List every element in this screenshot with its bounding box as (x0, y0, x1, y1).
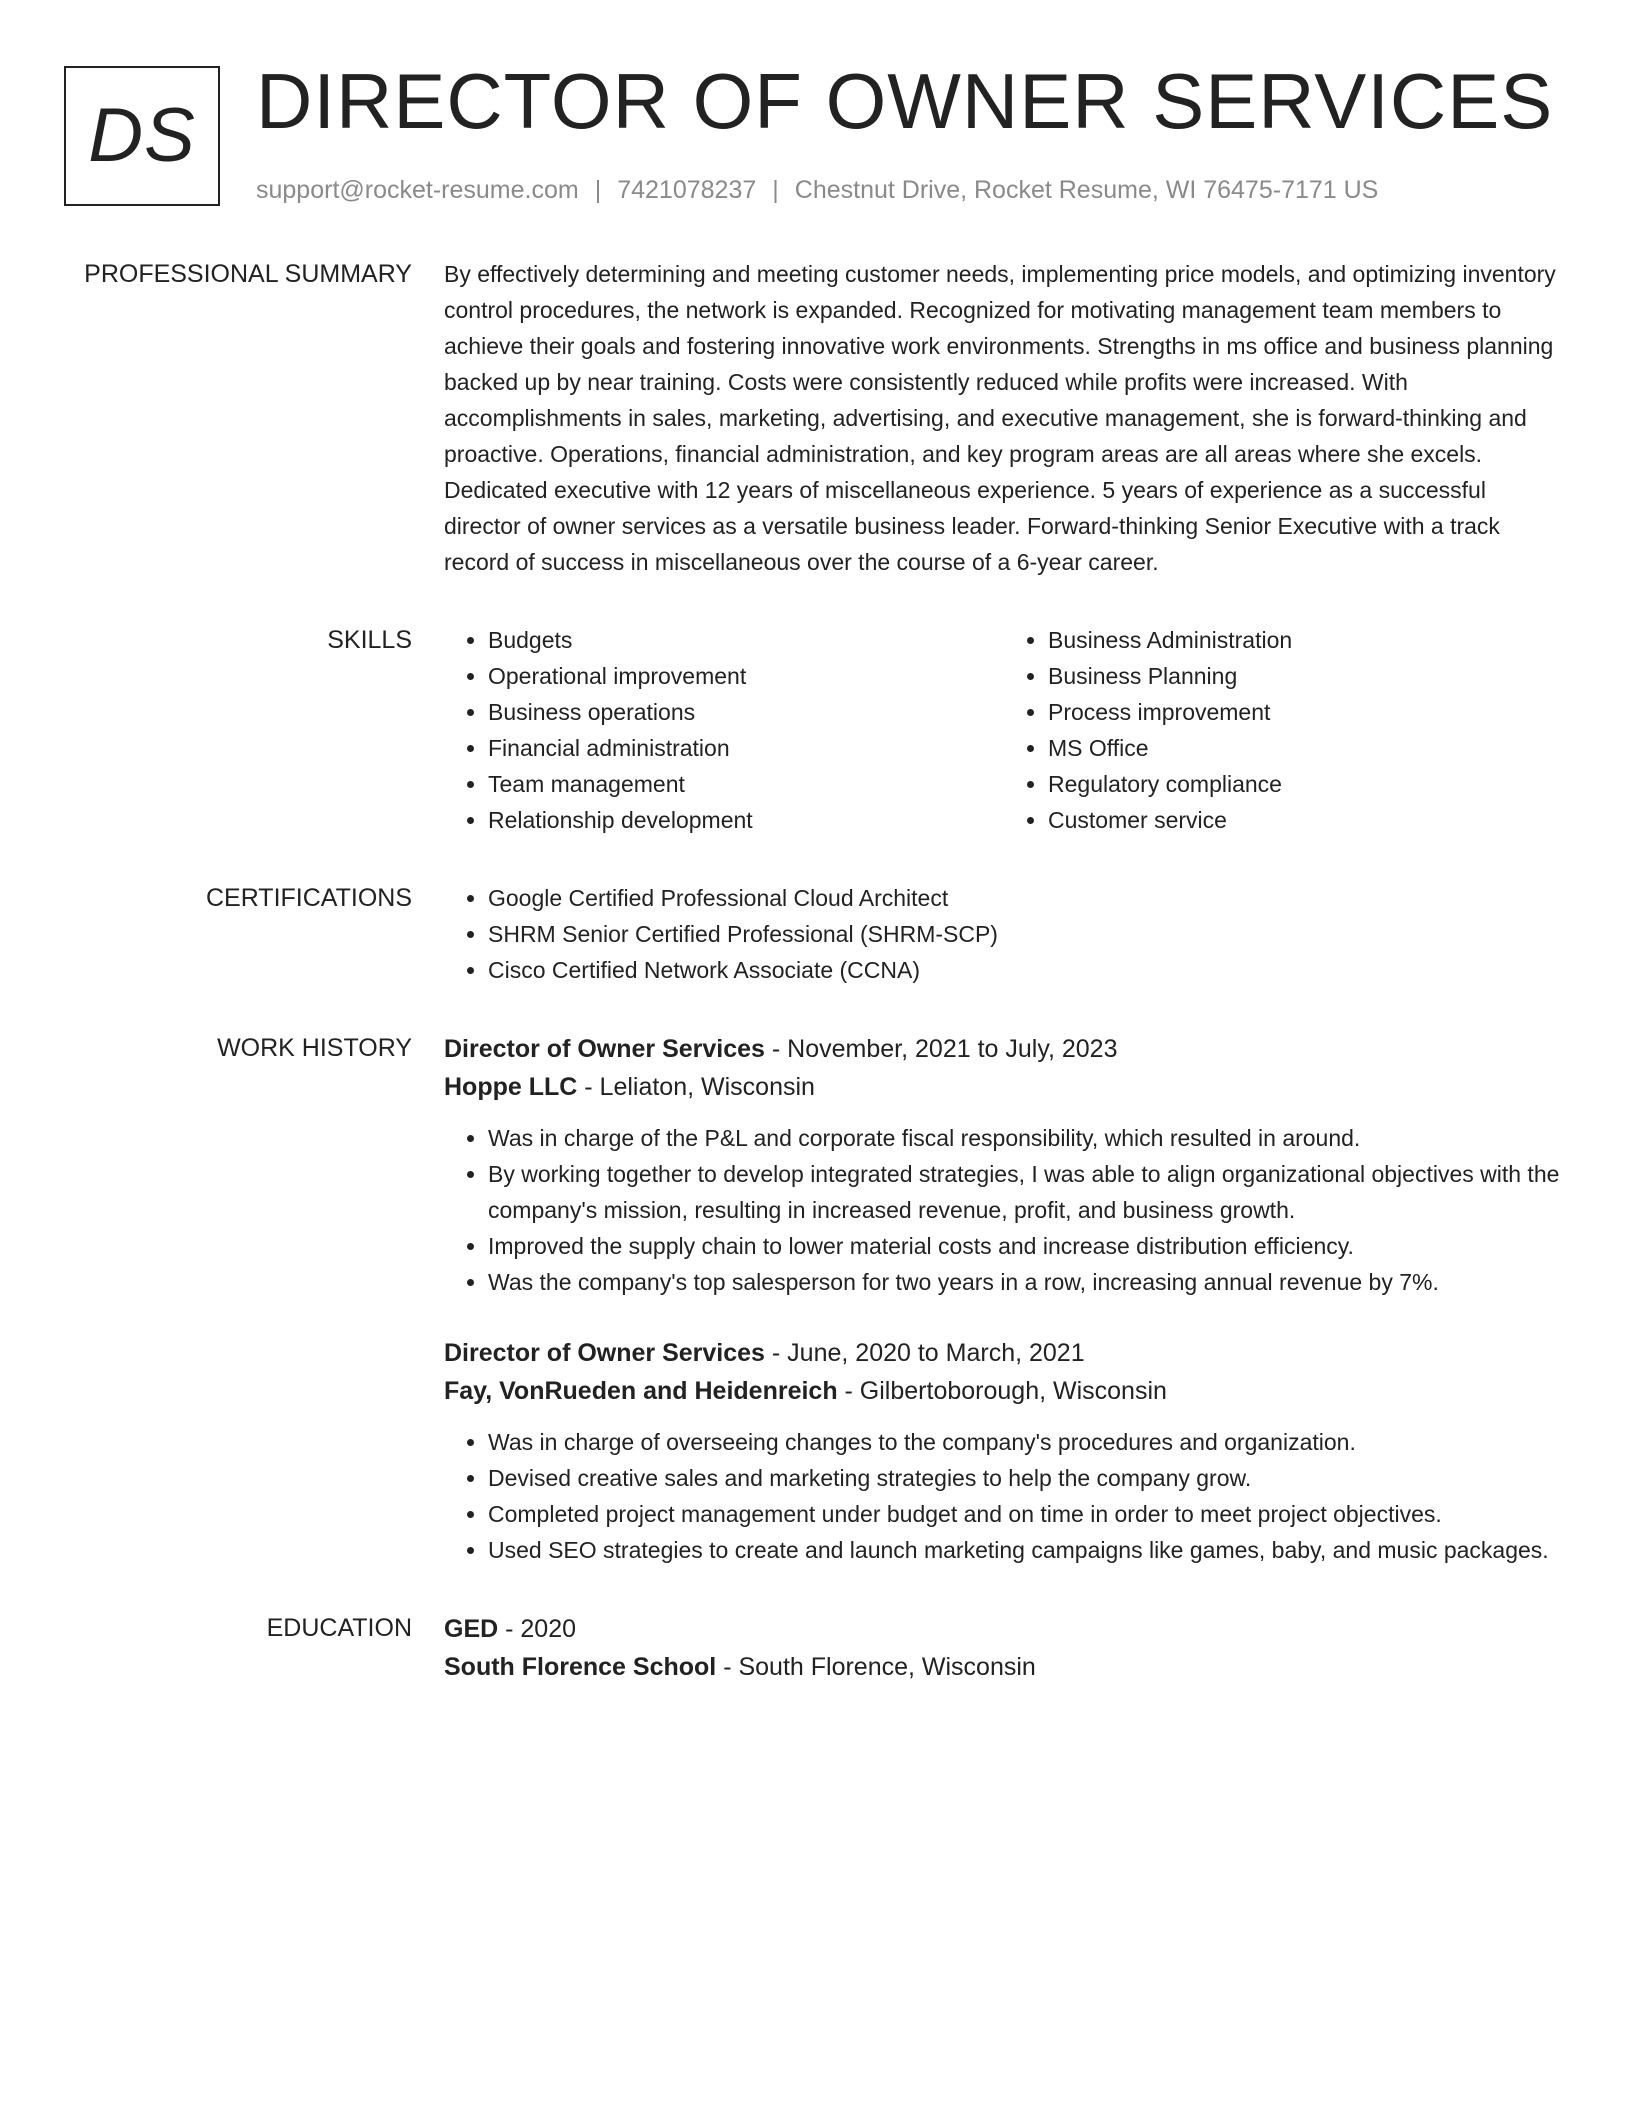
education-year: - 2020 (498, 1615, 577, 1643)
job-company: Fay, VonRueden and Heidenreich (444, 1377, 838, 1405)
skill-item: • Operational improvement (488, 658, 1004, 694)
certification-item: • Google Certified Professional Cloud Architect (488, 880, 1564, 916)
skills-list-right (1004, 622, 1564, 838)
summary-section (0, 256, 1632, 580)
job-title-line (444, 1030, 1564, 1068)
certification-item: • Cisco Certified Network Associate (CCNA) (488, 952, 1564, 988)
education-heading: EDUCATION (266, 1614, 412, 1642)
certifications-body (444, 880, 1564, 988)
education-degree: GED (444, 1615, 499, 1643)
work-history-section (0, 1030, 1632, 1568)
job-bullet: • Completed project management under budget and on time in order to meet project objectives. (488, 1496, 1564, 1532)
monogram-box (64, 66, 220, 206)
skill-item: • Budgets (488, 622, 1004, 658)
certification-item: • SHRM Senior Certified Professional (SHRM-SCP) (488, 916, 1564, 952)
job-bullets (444, 1424, 1564, 1568)
skill-item: • Process improvement (1048, 694, 1564, 730)
job-company-line (444, 1068, 1564, 1106)
contact-email: support@rocket-resume.com (256, 176, 579, 204)
job-entry (444, 1334, 1564, 1568)
job-company-line (444, 1372, 1564, 1410)
skill-item: • Customer service (1048, 802, 1564, 838)
work-history-body (444, 1030, 1564, 1568)
job-company: Hoppe LLC (444, 1073, 578, 1101)
education-school: South Florence School (444, 1653, 717, 1681)
education-body (444, 1610, 1564, 1686)
skill-item: • MS Office (1048, 730, 1564, 766)
skill-item: • Business operations (488, 694, 1004, 730)
skill-item: • Relationship development (488, 802, 1004, 838)
skill-item: • Team management (488, 766, 1004, 802)
job-entry (444, 1030, 1564, 1300)
monogram-initials: DS (88, 93, 196, 178)
job-location: - Gilbertoborough, Wisconsin (837, 1377, 1167, 1405)
job-bullet: • Was in charge of overseeing changes to the company's procedures and organization. (488, 1424, 1564, 1460)
skills-heading: SKILLS (327, 626, 412, 654)
job-bullet: • Was in charge of the P&L and corporate fiscal responsibility, which resulted in around. (488, 1120, 1564, 1156)
skills-body (444, 622, 1564, 838)
contact-address: Chestnut Drive, Rocket Resume, WI 76475-7171 US (794, 176, 1379, 204)
job-role: Director of Owner Services (444, 1035, 765, 1063)
education-location: - South Florence, Wisconsin (716, 1653, 1036, 1681)
skill-item: • Business Administration (1048, 622, 1564, 658)
resume-title: DIRECTOR OF OWNER SERVICES (256, 57, 1554, 145)
work-history-heading: WORK HISTORY (217, 1034, 412, 1062)
certifications-heading: CERTIFICATIONS (205, 884, 412, 912)
job-bullet: • Used SEO strategies to create and launch marketing campaigns like games, baby, and music packages. (488, 1532, 1564, 1568)
summary-heading: PROFESSIONAL SUMMARY (84, 260, 412, 288)
contact-separator: | (594, 176, 602, 204)
summary-text: By effectively determining and meeting customer needs, implementing price models, and optimizing inventory control procedures, the network is expanded. Recognized for motivating management team members to achieve their goals and fostering innovative work environments. Strengths in ms office and business planning backed up by near training. Costs were consistently reduced while profits were increased. With accomplishments in sales, marketing, advertising, and executive management, she is forward-thinking and proactive. Operations, financial administration, and key program areas are all areas where she excels. Dedicated executive with 12 years of miscellaneous experience. 5 years of experience as a successful director of owner services as a versatile business leader. Forward-thinking Senior Executive with a track record of success in miscellaneous over the course of a 6-year career. (444, 261, 1556, 575)
job-bullets (444, 1120, 1564, 1300)
job-bullet: • By working together to develop integrated strategies, I was able to align organizational objectives with the company's mission, resulting in increased revenue, profit, and business growth. (488, 1156, 1564, 1228)
job-role: Director of Owner Services (444, 1339, 765, 1367)
job-bullet: • Devised creative sales and marketing strategies to help the company grow. (488, 1460, 1564, 1496)
certifications-section (0, 880, 1632, 988)
certifications-list (444, 880, 1564, 988)
summary-body (444, 256, 1564, 580)
education-school-line (444, 1648, 1564, 1686)
education-degree-line (444, 1610, 1564, 1648)
job-bullet: • Was the company's top salesperson for two years in a row, increasing annual revenue by 7%. (488, 1264, 1564, 1300)
job-title-line (444, 1334, 1564, 1372)
skill-item: • Business Planning (1048, 658, 1564, 694)
skill-item: • Financial administration (488, 730, 1004, 766)
contact-line (256, 172, 1378, 208)
job-dates: - November, 2021 to July, 2023 (764, 1035, 1118, 1063)
skills-section (0, 622, 1632, 838)
contact-phone: 7421078237 (617, 176, 757, 204)
contact-separator: | (772, 176, 779, 204)
job-location: - Leliaton, Wisconsin (577, 1073, 815, 1101)
skills-list-left (444, 622, 1004, 838)
job-bullet: • Improved the supply chain to lower material costs and increase distribution efficiency. (488, 1228, 1564, 1264)
resume-sections (0, 256, 1632, 1728)
job-dates: - June, 2020 to March, 2021 (764, 1339, 1085, 1367)
skill-item: • Regulatory compliance (1048, 766, 1564, 802)
education-section (0, 1610, 1632, 1686)
